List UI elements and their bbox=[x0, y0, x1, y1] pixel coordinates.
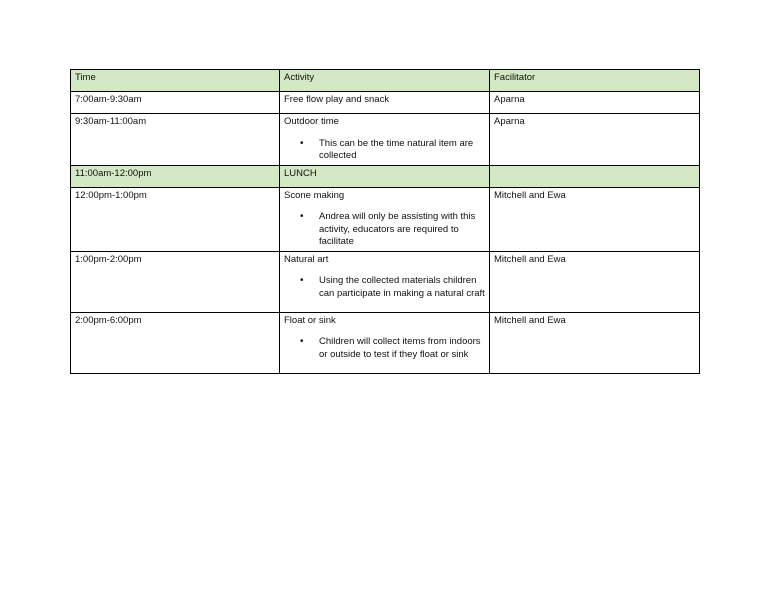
activity-title: Float or sink bbox=[284, 314, 336, 326]
activity-cell bbox=[280, 92, 490, 114]
activity-notes bbox=[284, 275, 485, 300]
activity-cell bbox=[280, 114, 490, 166]
table-row bbox=[71, 251, 700, 312]
time-cell: 1:00pm-2:00pm bbox=[71, 251, 280, 312]
activity-title: Outdoor time bbox=[284, 116, 339, 127]
time-cell: 2:00pm-6:00pm bbox=[71, 312, 280, 373]
time-cell: 12:00pm-1:00pm bbox=[71, 187, 280, 251]
activity-cell bbox=[280, 251, 490, 312]
activity-title: Natural art bbox=[284, 253, 329, 265]
activity-notes bbox=[284, 211, 485, 249]
time-cell: 7:00am-9:30am bbox=[71, 92, 280, 114]
facilitator-cell bbox=[490, 165, 700, 187]
table-header-row bbox=[71, 70, 700, 92]
facilitator-cell: Mitchell and Ewa bbox=[490, 251, 700, 312]
schedule-table bbox=[70, 69, 700, 374]
facilitator-cell: Aparna bbox=[490, 114, 700, 166]
activity-note: • Andrea will only be assisting with this activity, educators are required to facilitate bbox=[284, 211, 485, 249]
table-row bbox=[71, 165, 700, 187]
table-row bbox=[71, 187, 700, 251]
header-activity: Activity bbox=[280, 70, 490, 92]
time-cell: 9:30am-11:00am bbox=[71, 114, 280, 166]
activity-notes bbox=[284, 138, 485, 163]
facilitator-cell: Mitchell and Ewa bbox=[490, 187, 700, 251]
header-time: Time bbox=[71, 70, 280, 92]
activity-note: • Children will collect items from indoors or outside to test if they float or sink bbox=[284, 336, 485, 361]
table-row bbox=[71, 92, 700, 114]
time-cell: 11:00am-12:00pm bbox=[71, 165, 280, 187]
facilitator-cell: Mitchell and Ewa bbox=[490, 312, 700, 373]
activity-title: LUNCH bbox=[284, 167, 317, 179]
activity-cell bbox=[280, 165, 490, 187]
facilitator-cell: Aparna bbox=[490, 92, 700, 114]
activity-cell bbox=[280, 187, 490, 251]
table-row bbox=[71, 312, 700, 373]
table-row bbox=[71, 114, 700, 166]
activity-notes bbox=[284, 336, 485, 361]
activity-note: • Using the collected materials children can participate in making a natural craft bbox=[284, 275, 485, 300]
activity-note: • This can be the time natural item are collected bbox=[284, 138, 485, 163]
activity-cell bbox=[280, 312, 490, 373]
activity-title: Free flow play and snack bbox=[284, 94, 390, 105]
header-facilitator: Facilitator bbox=[490, 70, 700, 92]
activity-title: Scone making bbox=[284, 189, 345, 201]
